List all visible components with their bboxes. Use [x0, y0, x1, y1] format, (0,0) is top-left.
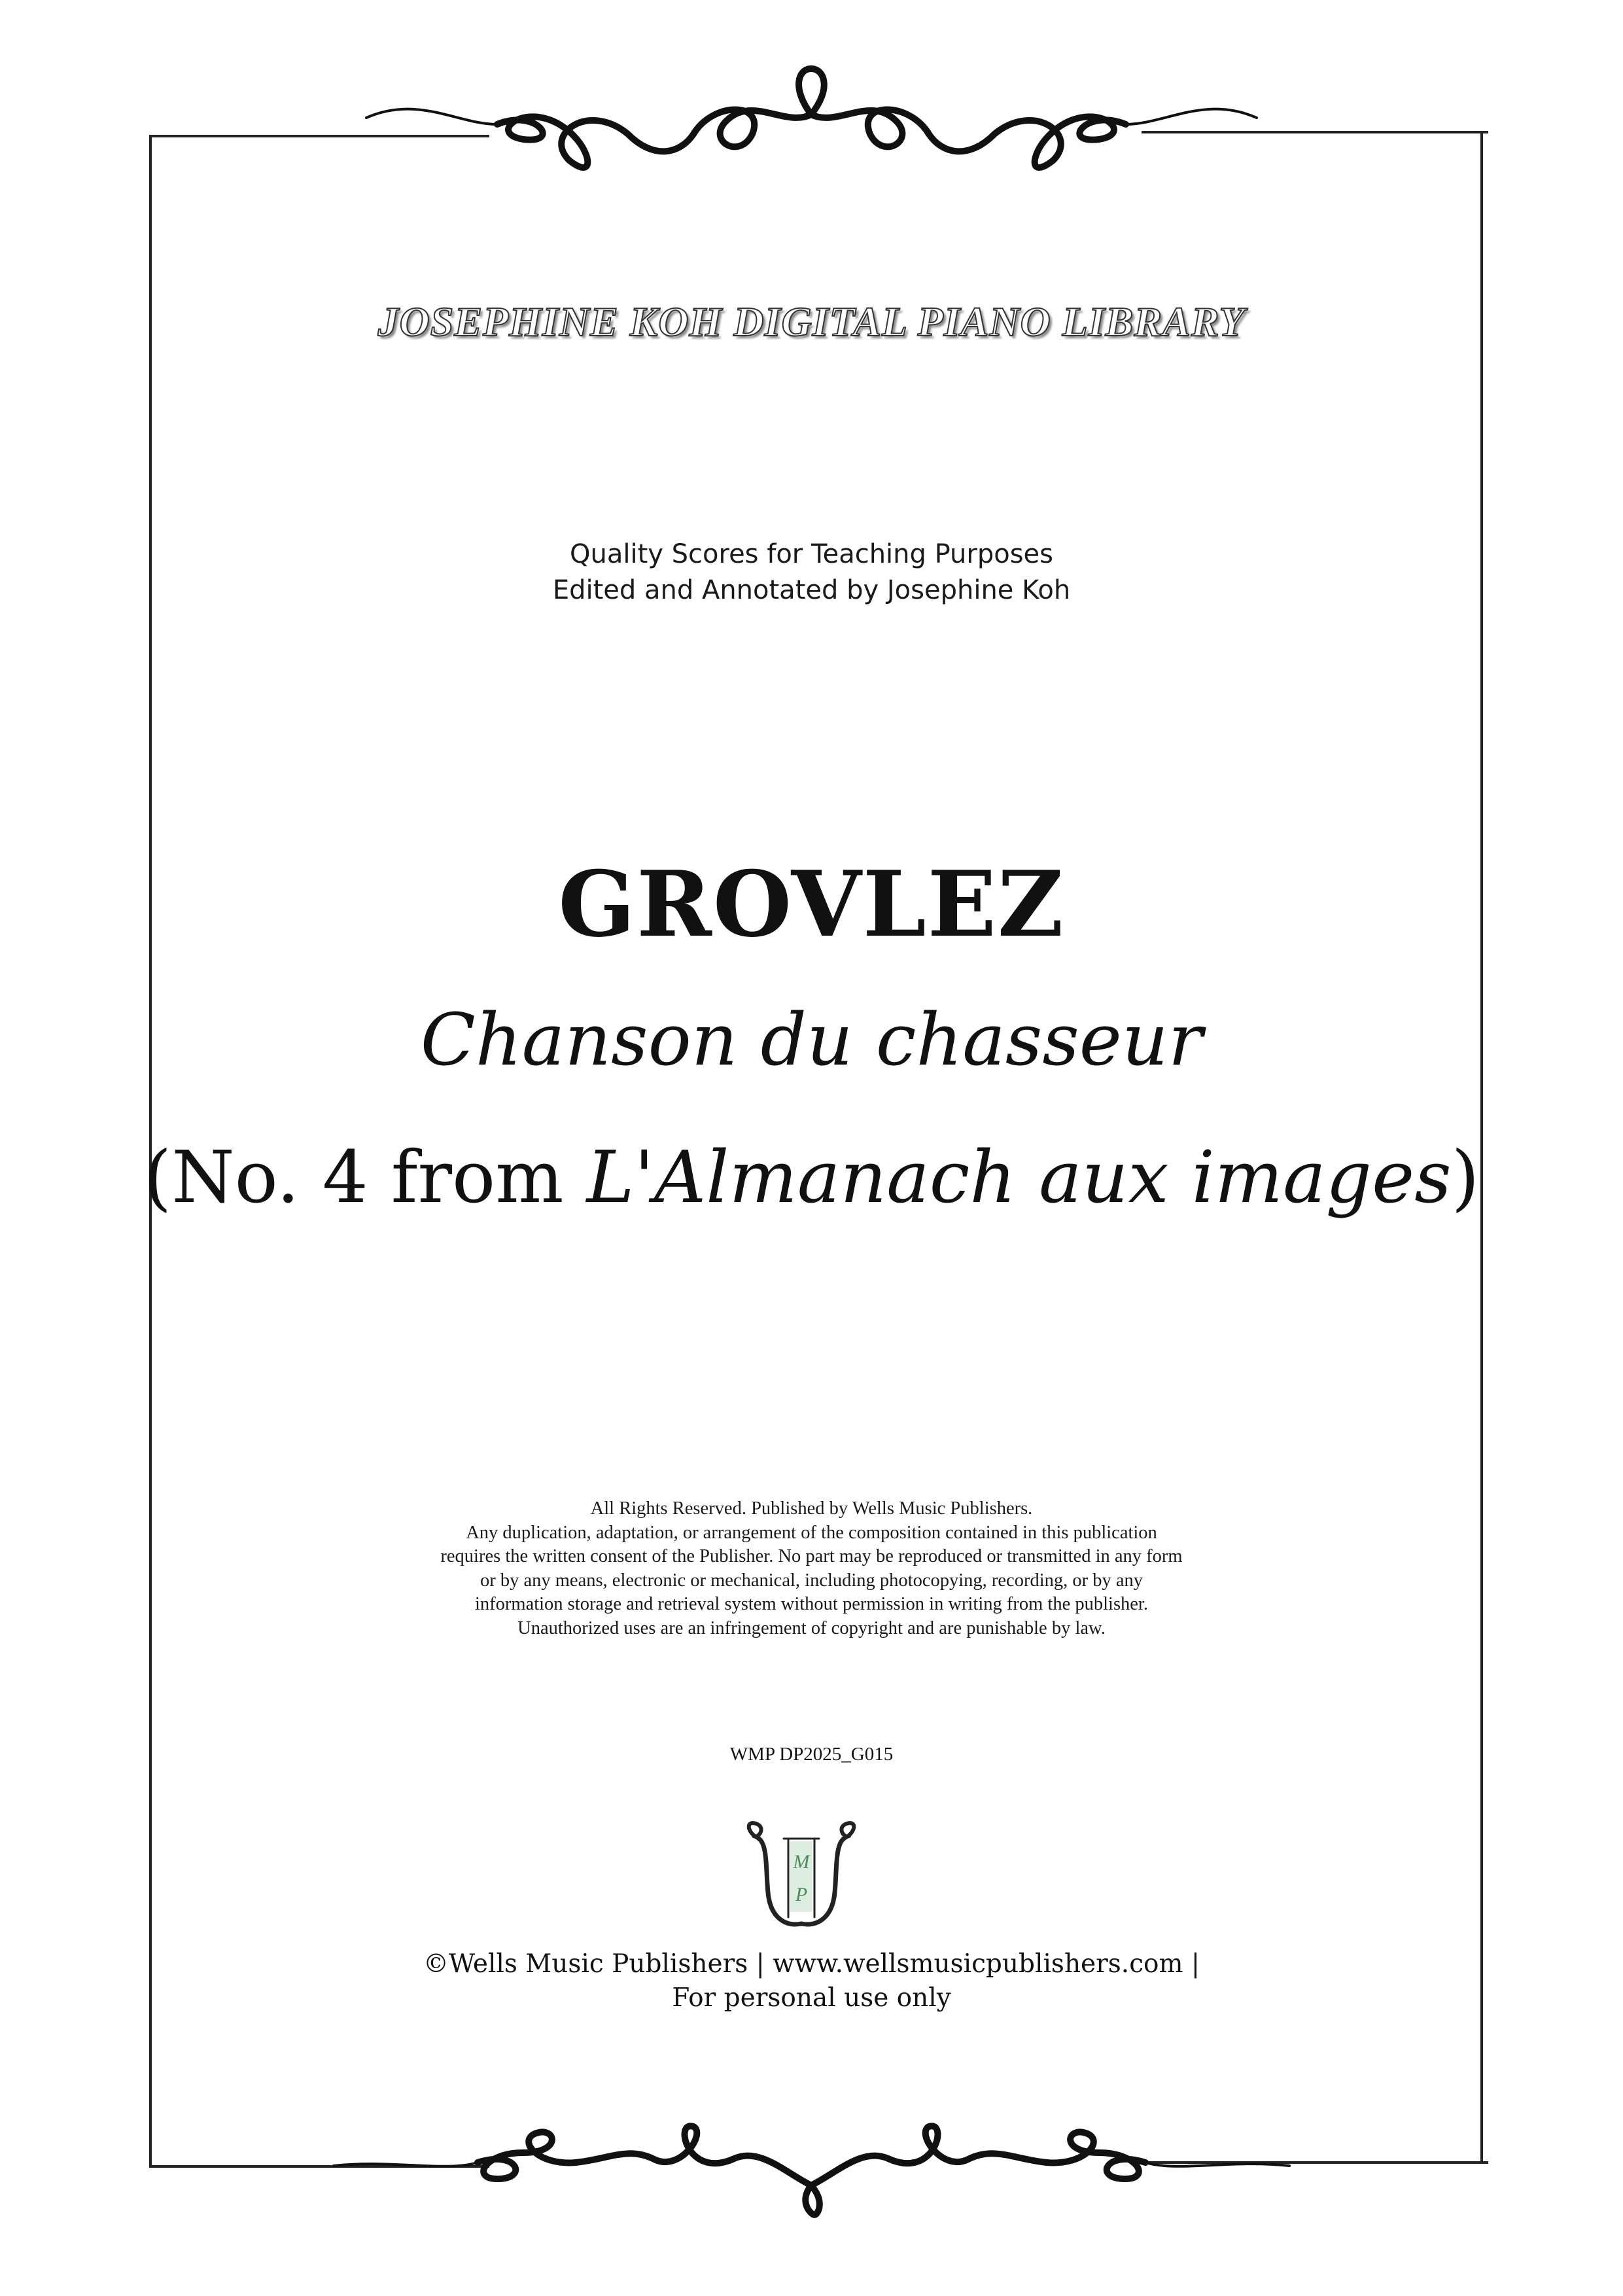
rights-line-4: or by any means, electronic or mechanical, including photocopying, recording, or by any: [480, 1570, 1143, 1591]
rights-notice: [0, 1497, 1623, 1640]
source-prefix: (No. 4 from: [143, 1135, 587, 1219]
rights-line-2: Any duplication, adaptation, or arrangement of the composition contained in this publication: [466, 1522, 1157, 1543]
top-flourish-ornament: [0, 62, 1623, 206]
logo-letter-p: P: [795, 1884, 808, 1905]
rights-line-1: All Rights Reserved. Published by Wells Music Publishers.: [590, 1498, 1033, 1519]
source-collection: [0, 1135, 1623, 1219]
rights-line-3: requires the written consent of the Publisher. No part may be reproduced or transmitted in any form: [440, 1546, 1183, 1566]
piece-title: Chanson du chasseur: [420, 998, 1203, 1082]
bottom-flourish-ornament: [0, 2087, 1623, 2231]
source-suffix: ): [1451, 1135, 1480, 1219]
library-name: JOSEPHINE KOH DIGITAL PIANO LIBRARY: [377, 298, 1246, 345]
source-collection-title: L'Almanach aux images: [586, 1135, 1452, 1219]
tagline-teaching: Quality Scores for Teaching Purposes: [570, 539, 1053, 569]
publisher-footer: ©Wells Music Publishers | www.wellsmusicpublishers.com |: [423, 1949, 1200, 1979]
rights-line-6: Unauthorized uses are an infringement of copyright and are punishable by law.: [517, 1617, 1106, 1638]
tagline-editor: Edited and Annotated by Josephine Koh: [552, 575, 1071, 605]
catalog-number: WMP DP2025_G015: [729, 1744, 894, 1765]
composer-name: GROVLEZ: [558, 851, 1065, 957]
publisher-lyre-logo: [739, 1819, 864, 1934]
logo-letter-m: M: [793, 1851, 810, 1873]
usage-notice: For personal use only: [672, 1983, 951, 2013]
rights-line-5: information storage and retrieval system without permission in writing from the publisher.: [475, 1594, 1148, 1614]
